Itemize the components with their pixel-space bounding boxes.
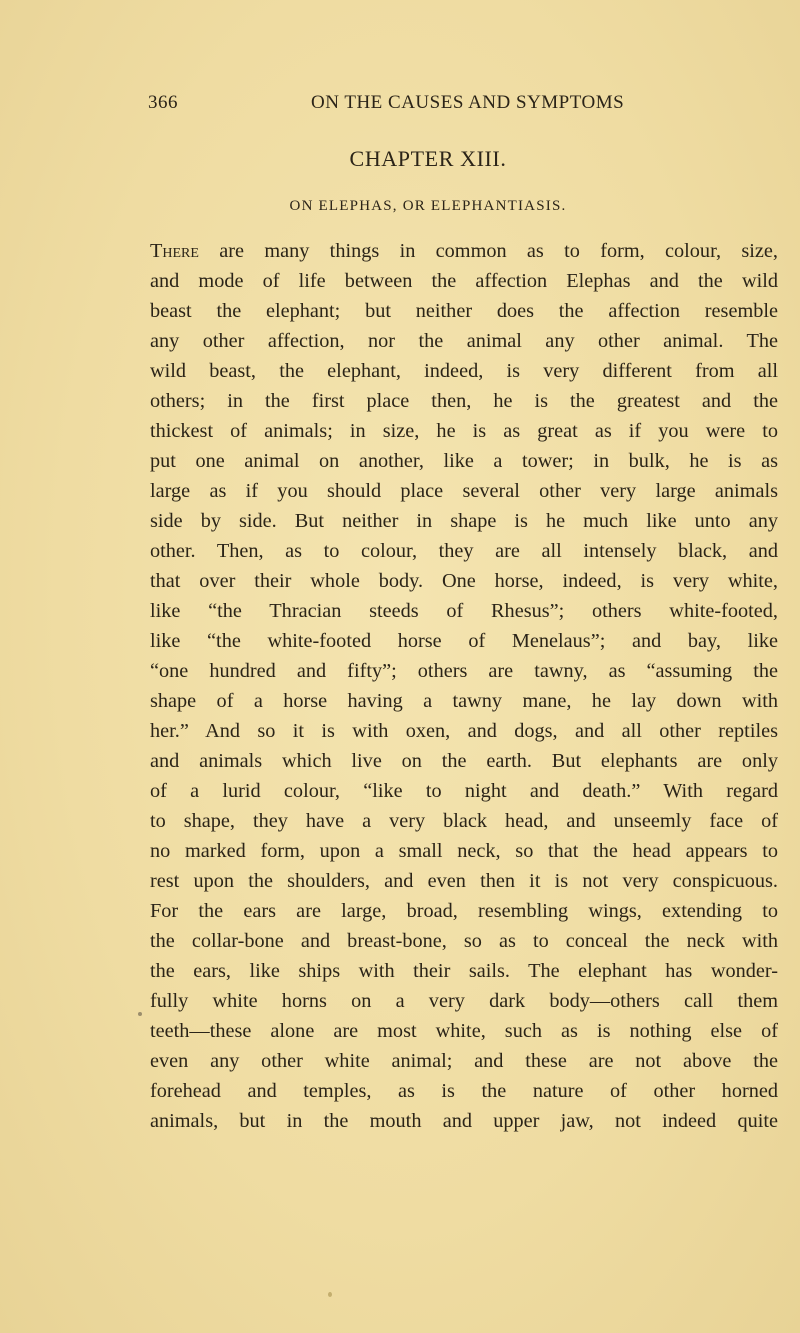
text-line: large as if you should place several other very large animals — [150, 480, 778, 502]
text-line: fully white horns on a very dark body—others call them — [150, 990, 778, 1012]
text-line: other. Then, as to colour, they are all intensely black, and — [150, 540, 778, 562]
text-line: beast the elephant; but neither does the affection resemble — [150, 300, 778, 322]
text-line: put one animal on another, like a tower; in bulk, he is as — [150, 450, 778, 472]
text-line: the collar-bone and breast-bone, so as to conceal the neck with — [150, 930, 778, 952]
text-line: For the ears are large, broad, resembling wings, extending to — [150, 900, 778, 922]
text-line: no marked form, upon a small neck, so that the head appears to — [150, 840, 778, 862]
text-line: even any other white animal; and these are not above the — [150, 1050, 778, 1072]
margin-mark — [138, 1012, 142, 1016]
text-line: her.” And so it is with oxen, and dogs, and all other reptiles — [150, 720, 778, 742]
first-word: There — [150, 240, 199, 262]
text-line: others; in the first place then, he is the greatest and the — [150, 390, 778, 412]
text-line: to shape, they have a very black head, and unseemly face of — [150, 810, 778, 832]
text-line: that over their whole body. One horse, indeed, is very white, — [150, 570, 778, 592]
text-line: teeth—these alone are most white, such as is nothing else of — [150, 1020, 778, 1042]
text-line — [150, 236, 778, 266]
text-line: and animals which live on the earth. But elephants are only — [150, 750, 778, 772]
text-line: “one hundred and fifty”; others are tawny, as “assuming the — [150, 660, 778, 682]
chapter-title: CHAPTER XIII. — [349, 146, 507, 171]
text-line: thickest of animals; in size, he is as great as if you were to — [150, 420, 778, 442]
text-line: the ears, like ships with their sails. The elephant has wonder- — [150, 960, 778, 982]
text-line: shape of a horse having a tawny mane, he lay down with — [150, 690, 778, 712]
text-line: forehead and temples, as is the nature of other horned — [150, 1080, 778, 1102]
chapter-subtitle: ON ELEPHAS, OR ELEPHANTIASIS. — [289, 198, 567, 214]
text-line: and mode of life between the affection Elephas and the wild — [150, 270, 778, 292]
text-line: side by side. But neither in shape is he much like unto any — [150, 510, 778, 532]
running-title: ON THE CAUSES AND SYMPTOMS — [311, 92, 625, 113]
body-text — [150, 236, 778, 1136]
text-line: animals, but in the mouth and upper jaw, not indeed quite — [150, 1110, 778, 1132]
running-head — [148, 92, 778, 118]
text-line: any other affection, nor the animal any other animal. The — [150, 330, 778, 352]
text-line: rest upon the shoulders, and even then it is not very conspicuous. — [150, 870, 778, 892]
text-line: like “the white-footed horse of Menelaus”; and bay, like — [150, 630, 778, 652]
text-line: of a lurid colour, “like to night and death.” With regard — [150, 780, 778, 802]
text-line: like “the Thracian steeds of Rhesus”; others white-footed, — [150, 600, 778, 622]
text-line: wild beast, the elephant, indeed, is very different from all — [150, 360, 778, 382]
page-number: 366 — [148, 92, 178, 113]
paper-spot — [328, 1292, 332, 1297]
text-line-content: are many things in common as to form, colour, size, — [198, 240, 778, 262]
